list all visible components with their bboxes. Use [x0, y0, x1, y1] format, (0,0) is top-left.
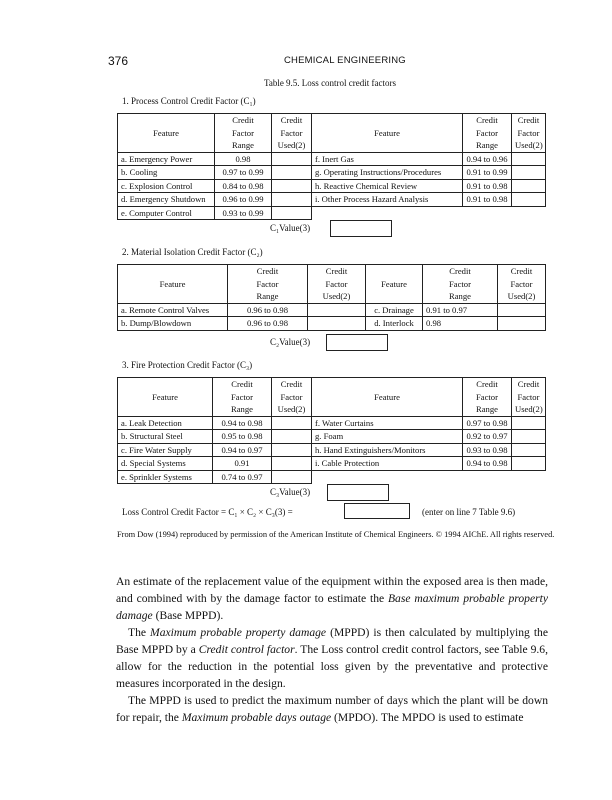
loss-control-note: (enter on line 7 Table 9.6)	[422, 507, 516, 517]
table-caption: Table 9.5. Loss control credit factors	[263, 78, 397, 88]
credit-used-cell[interactable]	[498, 317, 546, 331]
feature-cell: h. Reactive Chemical Review	[312, 179, 463, 193]
c3-value-input[interactable]	[327, 484, 389, 501]
feature-cell: b. Dump/Blowdown	[118, 317, 228, 331]
feature-cell: f. Inert Gas	[312, 152, 463, 166]
range-cell: 0.91 to 0.98	[463, 179, 512, 193]
table-row	[118, 193, 546, 207]
range-cell: 0.93 to 0.99	[215, 206, 272, 220]
col-credit-range-right: Credit Factor Range	[463, 378, 512, 417]
running-title: CHEMICAL ENGINEERING	[284, 55, 406, 66]
range-cell: 0.92 to 0.97	[463, 430, 512, 444]
range-cell: 0.94 to 0.98	[463, 457, 512, 471]
feature-cell: e. Computer Control	[118, 206, 215, 220]
credit-used-cell[interactable]	[272, 443, 312, 457]
col-credit-used-left: Credit Factor Used(2)	[272, 378, 312, 417]
feature-cell: d. Emergency Shutdown	[118, 193, 215, 207]
range-cell: 0.94 to 0.96	[463, 152, 512, 166]
feature-cell: f. Water Curtains	[312, 416, 463, 430]
table-row	[118, 152, 546, 166]
feature-cell: h. Hand Extinguishers/Monitors	[312, 443, 463, 457]
table-row	[118, 443, 546, 457]
table-row	[118, 416, 546, 430]
credit-used-cell[interactable]	[272, 430, 312, 444]
range-cell: 0.93 to 0.98	[463, 443, 512, 457]
c2-value-row	[270, 334, 420, 351]
section-1-title: 1. Process Control Credit Factor (C₁)	[122, 96, 256, 106]
col-credit-used-left: Credit Factor Used(2)	[272, 114, 312, 153]
table-row	[118, 430, 546, 444]
range-cell: 0.97 to 0.98	[463, 416, 512, 430]
c1-value-row	[270, 220, 420, 237]
feature-cell: c. Drainage	[366, 303, 423, 317]
feature-cell: a. Remote Control Valves	[118, 303, 228, 317]
col-credit-range-left: Credit Factor Range	[215, 114, 272, 153]
table-row	[118, 206, 546, 220]
fire-protection-table	[117, 377, 546, 484]
credit-used-cell[interactable]	[512, 179, 546, 193]
range-cell: 0.97 to 0.99	[215, 166, 272, 180]
range-cell: 0.94 to 0.98	[213, 416, 272, 430]
table-header-row	[118, 114, 546, 153]
feature-cell: a. Leak Detection	[118, 416, 213, 430]
range-cell: 0.91 to 0.97	[423, 303, 498, 317]
range-cell: 0.98	[215, 152, 272, 166]
credit-used-cell[interactable]	[272, 193, 312, 207]
credit-used-cell[interactable]	[512, 416, 546, 430]
credit-used-cell[interactable]	[512, 166, 546, 180]
body-text	[116, 573, 548, 726]
c3-value-label: C₃Value(3)	[270, 487, 311, 497]
paragraph: An estimate of the replacement value of the equipment within the exposed area is then made, and combined with by the damage factor to estimate the Base maximum probable property damage (Base MPPD).	[116, 575, 548, 622]
table-row	[118, 166, 546, 180]
credit-used-cell[interactable]	[308, 303, 366, 317]
col-credit-used-left: Credit Factor Used(2)	[308, 265, 366, 304]
col-feature-left: Feature	[118, 114, 215, 153]
feature-cell: c. Explosion Control	[118, 179, 215, 193]
range-cell: 0.84 to 0.98	[215, 179, 272, 193]
section-2-title: 2. Material Isolation Credit Factor (C₂)	[122, 247, 263, 257]
range-cell: 0.96 to 0.99	[215, 193, 272, 207]
col-credit-range-left: Credit Factor Range	[213, 378, 272, 417]
c1-value-label: C₁Value(3)	[270, 223, 311, 233]
page-number: 376	[108, 54, 129, 68]
credit-used-cell[interactable]	[498, 303, 546, 317]
col-feature-left: Feature	[118, 378, 213, 417]
table-row	[118, 303, 546, 317]
paragraph: The Maximum probable property damage (MPPD) is then calculated by multiplying the Base MPPD by a Credit control factor. The Loss control credit control factors, see Table 9.6, allow for the reduction in the potential loss given by the preventative and protective measures incorporated in the design.	[116, 626, 548, 690]
c2-value-input[interactable]	[326, 334, 388, 351]
process-control-table	[117, 113, 546, 220]
range-cell: 0.98	[423, 317, 498, 331]
credit-used-cell[interactable]	[272, 166, 312, 180]
paragraph: The MPPD is used to predict the maximum number of days which the plant will be down for repair, the Maximum probable days outage (MPDO). The MPDO is used to estimate	[116, 694, 548, 724]
feature-cell: b. Structural Steel	[118, 430, 213, 444]
col-feature-left: Feature	[118, 265, 228, 304]
table-row	[118, 470, 546, 484]
feature-cell: d. Interlock	[366, 317, 423, 331]
feature-cell: c. Fire Water Supply	[118, 443, 213, 457]
material-isolation-table	[117, 264, 546, 331]
feature-cell: i. Other Process Hazard Analysis	[312, 193, 463, 207]
range-cell: 0.96 to 0.98	[228, 317, 308, 331]
table-row	[118, 457, 546, 471]
loss-control-credit-factor-row	[122, 503, 552, 519]
feature-cell: b. Cooling	[118, 166, 215, 180]
credit-used-cell[interactable]	[272, 152, 312, 166]
col-credit-range-right: Credit Factor Range	[423, 265, 498, 304]
loss-control-formula: Loss Control Credit Factor = C₁ × C₂ × C₃(3) =	[122, 507, 293, 517]
col-feature-right: Feature	[366, 265, 423, 304]
credit-used-cell[interactable]	[512, 430, 546, 444]
range-cell: 0.74 to 0.97	[213, 470, 272, 484]
credit-used-cell[interactable]	[308, 317, 366, 331]
loss-control-value-input[interactable]	[344, 503, 410, 519]
credit-used-cell[interactable]	[272, 179, 312, 193]
section-3-title: 3. Fire Protection Credit Factor (C₃)	[122, 360, 253, 370]
c3-value-row	[270, 484, 420, 501]
feature-cell: e. Sprinkler Systems	[118, 470, 213, 484]
source-note: From Dow (1994) reproduced by permission of the American Institute of Chemical Engineers. © 1994 AIChE. All rights reserved.	[117, 530, 555, 539]
c1-value-input[interactable]	[330, 220, 392, 237]
table-header-row	[118, 378, 546, 417]
range-cell: 0.95 to 0.98	[213, 430, 272, 444]
col-feature-right: Feature	[312, 378, 463, 417]
feature-cell: i. Cable Protection	[312, 457, 463, 471]
range-cell: 0.94 to 0.97	[213, 443, 272, 457]
col-credit-used-right: Credit Factor Used(2)	[512, 378, 546, 417]
credit-used-cell[interactable]	[512, 443, 546, 457]
col-credit-range-right: Credit Factor Range	[463, 114, 512, 153]
credit-used-cell[interactable]	[512, 152, 546, 166]
feature-cell: d. Special Systems	[118, 457, 213, 471]
col-credit-range-left: Credit Factor Range	[228, 265, 308, 304]
c2-value-label: C₂Value(3)	[270, 337, 311, 347]
credit-used-cell[interactable]	[272, 206, 312, 220]
credit-used-cell[interactable]	[272, 457, 312, 471]
feature-cell: a. Emergency Power	[118, 152, 215, 166]
credit-used-cell[interactable]	[512, 193, 546, 207]
range-cell: 0.91 to 0.99	[463, 166, 512, 180]
feature-cell: g. Foam	[312, 430, 463, 444]
page-header	[108, 54, 548, 68]
credit-used-cell[interactable]	[272, 416, 312, 430]
credit-used-cell[interactable]	[512, 457, 546, 471]
range-cell: 0.96 to 0.98	[228, 303, 308, 317]
range-cell: 0.91	[213, 457, 272, 471]
col-credit-used-right: Credit Factor Used(2)	[498, 265, 546, 304]
col-credit-used-right: Credit Factor Used(2)	[512, 114, 546, 153]
table-row	[118, 179, 546, 193]
table-row	[118, 317, 546, 331]
credit-used-cell[interactable]	[272, 470, 312, 484]
col-feature-right: Feature	[312, 114, 463, 153]
feature-cell: g. Operating Instructions/Procedures	[312, 166, 463, 180]
range-cell: 0.91 to 0.98	[463, 193, 512, 207]
table-header-row	[118, 265, 546, 304]
